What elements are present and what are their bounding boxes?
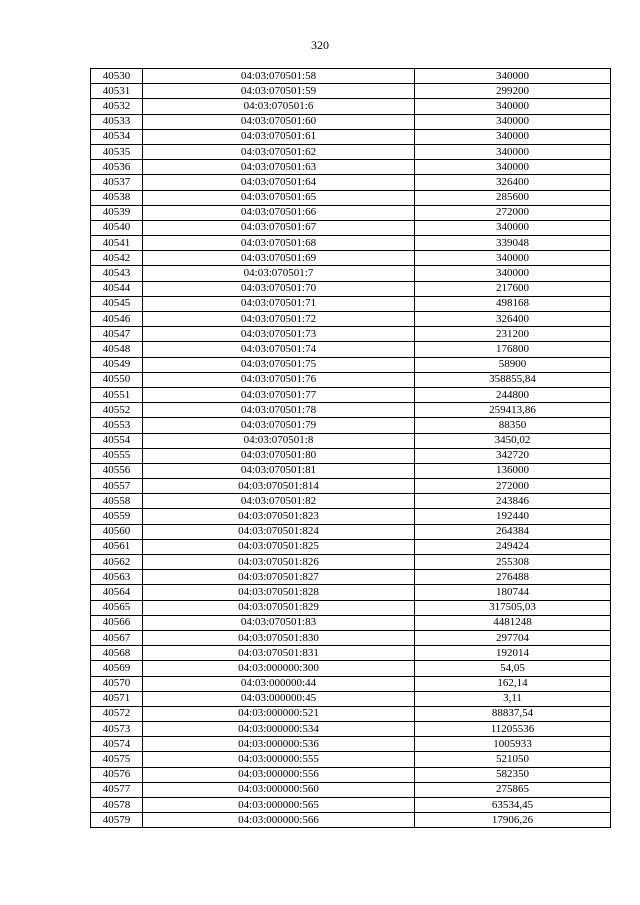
cadastral-number-cell: 04:03:000000:45 xyxy=(143,691,415,706)
cadastral-number-cell: 04:03:070501:79 xyxy=(143,418,415,433)
table-row xyxy=(91,479,611,494)
value-cell: 275865 xyxy=(415,782,611,797)
row-number-cell: 40535 xyxy=(91,144,143,159)
row-number-cell: 40550 xyxy=(91,372,143,387)
cadastral-number-cell: 04:03:070501:827 xyxy=(143,570,415,585)
table-row xyxy=(91,418,611,433)
cadastral-number-cell: 04:03:070501:831 xyxy=(143,646,415,661)
value-cell: 88350 xyxy=(415,418,611,433)
value-cell: 243846 xyxy=(415,494,611,509)
value-cell: 582350 xyxy=(415,767,611,782)
value-cell: 340000 xyxy=(415,160,611,175)
value-cell: 11205536 xyxy=(415,722,611,737)
value-cell: 342720 xyxy=(415,448,611,463)
cadastral-number-cell: 04:03:070501:828 xyxy=(143,585,415,600)
cadastral-number-cell: 04:03:000000:566 xyxy=(143,813,415,828)
row-number-cell: 40561 xyxy=(91,539,143,554)
cadastral-number-cell: 04:03:070501:62 xyxy=(143,144,415,159)
table-row xyxy=(91,69,611,84)
table-row xyxy=(91,205,611,220)
value-cell: 521050 xyxy=(415,752,611,767)
value-cell: 1005933 xyxy=(415,737,611,752)
cadastral-number-cell: 04:03:070501:6 xyxy=(143,99,415,114)
cadastral-number-cell: 04:03:070501:59 xyxy=(143,84,415,99)
value-cell: 340000 xyxy=(415,220,611,235)
row-number-cell: 40558 xyxy=(91,494,143,509)
value-cell: 272000 xyxy=(415,205,611,220)
cadastral-number-cell: 04:03:070501:65 xyxy=(143,190,415,205)
cadastral-number-cell: 04:03:000000:556 xyxy=(143,767,415,782)
row-number-cell: 40548 xyxy=(91,342,143,357)
table-row xyxy=(91,99,611,114)
row-number-cell: 40539 xyxy=(91,205,143,220)
row-number-cell: 40551 xyxy=(91,387,143,402)
value-cell: 276488 xyxy=(415,570,611,585)
table-row xyxy=(91,251,611,266)
row-number-cell: 40556 xyxy=(91,463,143,478)
cadastral-number-cell: 04:03:070501:74 xyxy=(143,342,415,357)
value-cell: 3450,02 xyxy=(415,433,611,448)
table-row xyxy=(91,600,611,615)
row-number-cell: 40545 xyxy=(91,296,143,311)
table-row xyxy=(91,585,611,600)
value-cell: 340000 xyxy=(415,69,611,84)
value-cell: 3,11 xyxy=(415,691,611,706)
table-row xyxy=(91,387,611,402)
table-row xyxy=(91,615,611,630)
table-row xyxy=(91,661,611,676)
table-row xyxy=(91,327,611,342)
cadastral-number-cell: 04:03:070501:71 xyxy=(143,296,415,311)
row-number-cell: 40569 xyxy=(91,661,143,676)
row-number-cell: 40575 xyxy=(91,752,143,767)
cadastral-number-cell: 04:03:070501:83 xyxy=(143,615,415,630)
cadastral-number-cell: 04:03:000000:521 xyxy=(143,706,415,721)
row-number-cell: 40577 xyxy=(91,782,143,797)
row-number-cell: 40560 xyxy=(91,524,143,539)
table-row xyxy=(91,463,611,478)
page-number: 320 xyxy=(311,38,329,52)
row-number-cell: 40566 xyxy=(91,615,143,630)
value-cell: 297704 xyxy=(415,630,611,645)
table-row xyxy=(91,342,611,357)
value-cell: 244800 xyxy=(415,387,611,402)
cadastral-number-cell: 04:03:070501:824 xyxy=(143,524,415,539)
value-cell: 192014 xyxy=(415,646,611,661)
cadastral-number-cell: 04:03:070501:78 xyxy=(143,403,415,418)
row-number-cell: 40570 xyxy=(91,676,143,691)
table-row xyxy=(91,524,611,539)
table-row xyxy=(91,555,611,570)
value-cell: 339048 xyxy=(415,236,611,251)
value-cell: 4481248 xyxy=(415,615,611,630)
cadastral-number-cell: 04:03:070501:64 xyxy=(143,175,415,190)
row-number-cell: 40543 xyxy=(91,266,143,281)
cadastral-number-cell: 04:03:070501:66 xyxy=(143,205,415,220)
row-number-cell: 40544 xyxy=(91,281,143,296)
value-cell: 249424 xyxy=(415,539,611,554)
cadastral-number-cell: 04:03:070501:814 xyxy=(143,479,415,494)
cadastral-number-cell: 04:03:070501:826 xyxy=(143,555,415,570)
value-cell: 54,05 xyxy=(415,661,611,676)
table-row xyxy=(91,798,611,813)
table-row xyxy=(91,312,611,327)
table-row xyxy=(91,646,611,661)
cadastral-number-cell: 04:03:070501:68 xyxy=(143,236,415,251)
value-cell: 326400 xyxy=(415,175,611,190)
value-cell: 340000 xyxy=(415,99,611,114)
cadastral-number-cell: 04:03:070501:75 xyxy=(143,357,415,372)
row-number-cell: 40573 xyxy=(91,722,143,737)
value-cell: 58900 xyxy=(415,357,611,372)
cadastral-number-cell: 04:03:070501:70 xyxy=(143,281,415,296)
row-number-cell: 40547 xyxy=(91,327,143,342)
row-number-cell: 40541 xyxy=(91,236,143,251)
cadastral-number-cell: 04:03:070501:58 xyxy=(143,69,415,84)
cadastral-number-cell: 04:03:070501:80 xyxy=(143,448,415,463)
table-row xyxy=(91,813,611,828)
table-row xyxy=(91,630,611,645)
table-row xyxy=(91,752,611,767)
table-row xyxy=(91,190,611,205)
row-number-cell: 40554 xyxy=(91,433,143,448)
table-row xyxy=(91,84,611,99)
registry-table-body xyxy=(91,69,611,828)
value-cell: 340000 xyxy=(415,251,611,266)
value-cell: 285600 xyxy=(415,190,611,205)
cadastral-number-cell: 04:03:070501:7 xyxy=(143,266,415,281)
cadastral-number-cell: 04:03:000000:560 xyxy=(143,782,415,797)
value-cell: 88837,54 xyxy=(415,706,611,721)
cadastral-number-cell: 04:03:070501:60 xyxy=(143,114,415,129)
value-cell: 317505,03 xyxy=(415,600,611,615)
row-number-cell: 40546 xyxy=(91,312,143,327)
value-cell: 358855,84 xyxy=(415,372,611,387)
table-row xyxy=(91,160,611,175)
table-row xyxy=(91,114,611,129)
row-number-cell: 40564 xyxy=(91,585,143,600)
table-row xyxy=(91,676,611,691)
value-cell: 255308 xyxy=(415,555,611,570)
cadastral-number-cell: 04:03:000000:555 xyxy=(143,752,415,767)
cadastral-number-cell: 04:03:070501:73 xyxy=(143,327,415,342)
table-row xyxy=(91,782,611,797)
cadastral-number-cell: 04:03:070501:829 xyxy=(143,600,415,615)
row-number-cell: 40553 xyxy=(91,418,143,433)
cadastral-number-cell: 04:03:000000:44 xyxy=(143,676,415,691)
table-row xyxy=(91,494,611,509)
row-number-cell: 40533 xyxy=(91,114,143,129)
row-number-cell: 40572 xyxy=(91,706,143,721)
cadastral-number-cell: 04:03:000000:565 xyxy=(143,798,415,813)
value-cell: 340000 xyxy=(415,129,611,144)
cadastral-number-cell: 04:03:070501:830 xyxy=(143,630,415,645)
table-row xyxy=(91,509,611,524)
cadastral-number-cell: 04:03:070501:72 xyxy=(143,312,415,327)
table-row xyxy=(91,129,611,144)
table-row xyxy=(91,403,611,418)
row-number-cell: 40571 xyxy=(91,691,143,706)
row-number-cell: 40549 xyxy=(91,357,143,372)
cadastral-number-cell: 04:03:070501:823 xyxy=(143,509,415,524)
row-number-cell: 40537 xyxy=(91,175,143,190)
row-number-cell: 40532 xyxy=(91,99,143,114)
cadastral-number-cell: 04:03:070501:8 xyxy=(143,433,415,448)
value-cell: 340000 xyxy=(415,266,611,281)
cadastral-number-cell: 04:03:000000:536 xyxy=(143,737,415,752)
table-row xyxy=(91,296,611,311)
value-cell: 272000 xyxy=(415,479,611,494)
value-cell: 231200 xyxy=(415,327,611,342)
value-cell: 340000 xyxy=(415,144,611,159)
row-number-cell: 40567 xyxy=(91,630,143,645)
value-cell: 192440 xyxy=(415,509,611,524)
cadastral-number-cell: 04:03:070501:61 xyxy=(143,129,415,144)
table-row xyxy=(91,236,611,251)
cadastral-number-cell: 04:03:070501:67 xyxy=(143,220,415,235)
value-cell: 498168 xyxy=(415,296,611,311)
value-cell: 217600 xyxy=(415,281,611,296)
row-number-cell: 40530 xyxy=(91,69,143,84)
value-cell: 136000 xyxy=(415,463,611,478)
table-row xyxy=(91,722,611,737)
table-row xyxy=(91,433,611,448)
cadastral-number-cell: 04:03:070501:81 xyxy=(143,463,415,478)
cadastral-number-cell: 04:03:000000:534 xyxy=(143,722,415,737)
table-row xyxy=(91,448,611,463)
table-row xyxy=(91,357,611,372)
row-number-cell: 40555 xyxy=(91,448,143,463)
row-number-cell: 40559 xyxy=(91,509,143,524)
value-cell: 340000 xyxy=(415,114,611,129)
row-number-cell: 40531 xyxy=(91,84,143,99)
row-number-cell: 40552 xyxy=(91,403,143,418)
table-row xyxy=(91,281,611,296)
value-cell: 162,14 xyxy=(415,676,611,691)
value-cell: 299200 xyxy=(415,84,611,99)
row-number-cell: 40557 xyxy=(91,479,143,494)
row-number-cell: 40534 xyxy=(91,129,143,144)
value-cell: 176800 xyxy=(415,342,611,357)
table-row xyxy=(91,175,611,190)
table-row xyxy=(91,372,611,387)
table-row xyxy=(91,706,611,721)
row-number-cell: 40579 xyxy=(91,813,143,828)
table-row xyxy=(91,737,611,752)
row-number-cell: 40540 xyxy=(91,220,143,235)
row-number-cell: 40568 xyxy=(91,646,143,661)
value-cell: 180744 xyxy=(415,585,611,600)
row-number-cell: 40576 xyxy=(91,767,143,782)
row-number-cell: 40538 xyxy=(91,190,143,205)
table-row xyxy=(91,570,611,585)
cadastral-number-cell: 04:03:070501:77 xyxy=(143,387,415,402)
row-number-cell: 40574 xyxy=(91,737,143,752)
cadastral-number-cell: 04:03:000000:300 xyxy=(143,661,415,676)
table-row xyxy=(91,266,611,281)
table-row xyxy=(91,691,611,706)
table-row xyxy=(91,767,611,782)
table-row xyxy=(91,144,611,159)
row-number-cell: 40536 xyxy=(91,160,143,175)
value-cell: 264384 xyxy=(415,524,611,539)
value-cell: 259413,86 xyxy=(415,403,611,418)
cadastral-number-cell: 04:03:070501:76 xyxy=(143,372,415,387)
value-cell: 326400 xyxy=(415,312,611,327)
table-row xyxy=(91,220,611,235)
value-cell: 63534,45 xyxy=(415,798,611,813)
cadastral-number-cell: 04:03:070501:69 xyxy=(143,251,415,266)
row-number-cell: 40563 xyxy=(91,570,143,585)
cadastral-number-cell: 04:03:070501:82 xyxy=(143,494,415,509)
row-number-cell: 40578 xyxy=(91,798,143,813)
table-row xyxy=(91,539,611,554)
row-number-cell: 40565 xyxy=(91,600,143,615)
row-number-cell: 40542 xyxy=(91,251,143,266)
value-cell: 17906,26 xyxy=(415,813,611,828)
registry-table xyxy=(90,68,611,828)
cadastral-number-cell: 04:03:070501:825 xyxy=(143,539,415,554)
cadastral-number-cell: 04:03:070501:63 xyxy=(143,160,415,175)
row-number-cell: 40562 xyxy=(91,555,143,570)
